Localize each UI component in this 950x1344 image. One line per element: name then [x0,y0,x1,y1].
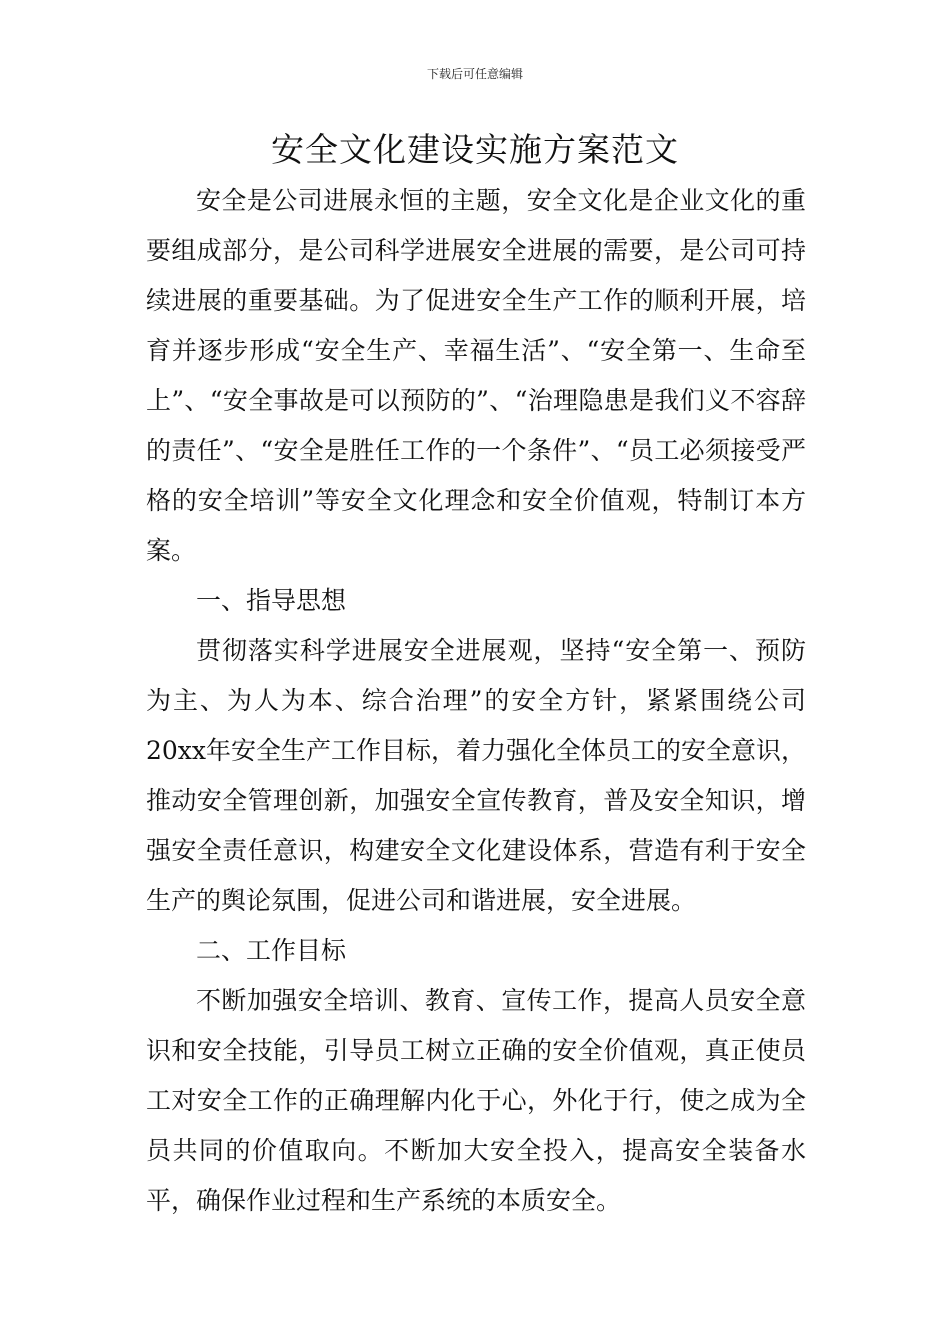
section-heading-guiding-ideology: 一、指导思想 [196,586,347,615]
document-title: 安全文化建设实施方案范文 [271,130,679,169]
page-header-note: 下载后可任意编辑 [426,67,523,81]
document-body [146,176,806,1226]
guiding-ideology-paragraph: 贯彻落实科学进展安全进展观，坚持“安全第一、预防为主、为人为本、综合治理”的安全方针，紧紧围绕公司20xx年安全生产工作目标，着力强化全体员工的安全意识，推动安全管理创新，加强安全宣传教育，普及安全知识，增强安全责任意识，构建安全文化建设体系，营造有利于安全生产的舆论氛围，促进公司和谐进展，安全进展。 [146,636,807,915]
work-goals-paragraph: 不断加强安全培训、教育、宣传工作，提高人员安全意识和安全技能，引导员工树立正确的安全价值观，真正使员工对安全工作的正确理解内化于心，外化于行，使之成为全员共同的价值取向。不断加大安全投入，提高安全装备水平，确保作业过程和生产系统的本质安全。 [146,986,806,1215]
section-heading-work-goals: 二、工作目标 [196,936,347,965]
intro-paragraph: 安全是公司进展永恒的主题，安全文化是企业文化的重要组成部分，是公司科学进展安全进展的需要，是公司可持续进展的重要基础。为了促进安全生产工作的顺利开展，培育并逐步形成“安全生产、幸福生活”、“安全第一、生命至上”、“安全事故是可以预防的”、“治理隐患是我们义不容辞的责任”、“安全是胜任工作的一个条件”、“员工必须接受严格的安全培训”等安全文化理念和安全价值观，特制订本方案。 [146,186,806,565]
